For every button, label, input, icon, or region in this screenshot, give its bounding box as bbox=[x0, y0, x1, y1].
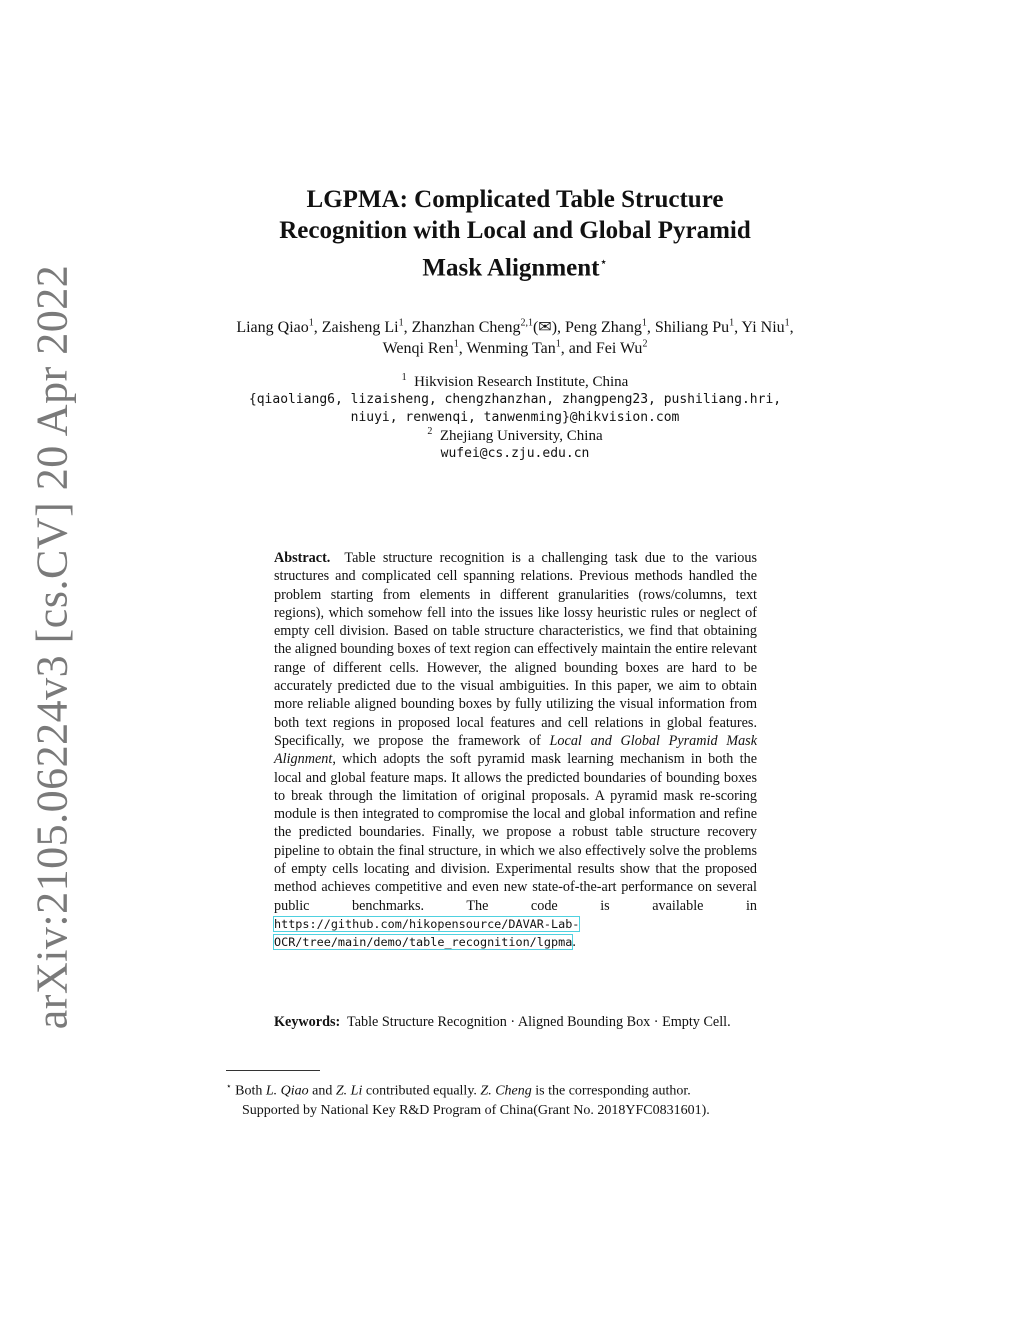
keywords-label: Keywords: bbox=[274, 1014, 341, 1030]
footnote-line-2: Supported by National Key R&D Program of China(Grant No. 2018YFC0831601). bbox=[242, 1102, 710, 1118]
corresponding-mail-icon: (✉) bbox=[532, 319, 558, 336]
footnote-text: contributed equally. bbox=[365, 1083, 477, 1099]
author-affiliation-sup: 2,1 bbox=[520, 317, 533, 329]
affiliation-number: 1 bbox=[401, 372, 407, 383]
title-footnote-marker: ⋆ bbox=[599, 254, 608, 269]
footnote-text: and bbox=[312, 1083, 333, 1099]
footnote-author: Z. Cheng bbox=[480, 1083, 532, 1099]
author-affiliation-sup: 1 bbox=[555, 338, 561, 350]
footnote-author: L. Qiao bbox=[265, 1083, 309, 1099]
author-line-1: Liang Qiao$^1$, Zaisheng Li$^1$, Zhanzhan Cheng$^{2,1}$(✉), Peng Zhang$^1$, Shiliang Pu$^1$, Yi Niu$^1$, Wenqi Ren$^1$, Wenming Tan$^1$, and Fei Wu$^2$ bbox=[236, 317, 794, 357]
author-affiliation-sup: 1 bbox=[784, 317, 790, 329]
affiliation-1-name: Hikvision Research Institute, China bbox=[414, 374, 629, 390]
affiliation-1-emails-line-1: {qiaoliang6, lizaisheng, chengzhanzhan, zhangpeng23, pushiliang.hri, bbox=[248, 392, 782, 407]
author-name: Fei Wu bbox=[595, 340, 643, 357]
keywords bbox=[274, 1013, 774, 1031]
affiliation-1-emails-line-2: niuyi, renwenqi, tanwenming}@hikvision.com bbox=[350, 410, 680, 425]
footnote-text: Both bbox=[235, 1083, 263, 1099]
affiliation-2 bbox=[230, 427, 800, 445]
abstract-text-2: , which adopts the soft pyramid mask learning mechanism in both the local and global feature maps. It allows the predicted boundaries of bounding boxes to break through the limitation of original proposals. A pyramid mask re-scoring module is then integrated to compromise the local and global information and refine the predicted boundaries. Finally, we propose a robust table structure recovery pipeline to obtain the final structure, in which we also effectively solve the problems of empty cells locating and division. Experimental results show that the proposed method achieves competitive and even new state-of-the-art performance on several public benchmarks. The code is available in bbox=[274, 751, 757, 914]
author-name: Shiliang Pu bbox=[654, 319, 730, 336]
affiliation-2-email: wufei@cs.zju.edu.cn bbox=[440, 446, 590, 461]
title-line-3-text: Mask Alignment bbox=[422, 254, 600, 282]
title-line-3 bbox=[230, 246, 800, 283]
footnote-line-1 bbox=[226, 1077, 816, 1101]
abstract-framework-name: Local and Global Pyramid Mask Alignment bbox=[274, 732, 757, 768]
affiliations bbox=[230, 373, 800, 463]
author-name: Wenming Tan bbox=[466, 340, 556, 357]
author-affiliation-sup: 2 bbox=[642, 338, 648, 350]
author-affiliation-sup: 1 bbox=[398, 317, 404, 329]
abstract bbox=[274, 549, 757, 952]
author-name: Liang Qiao bbox=[236, 319, 309, 336]
abstract-end: . bbox=[572, 934, 576, 951]
footnote-divider bbox=[226, 1070, 320, 1071]
author-list bbox=[230, 317, 800, 359]
author-affiliation-sup: 1 bbox=[308, 317, 314, 329]
author-name: Peng Zhang bbox=[565, 319, 642, 336]
arxiv-identifier: arXiv:2105.06224v3 [cs.CV] 20 Apr 2022 bbox=[27, 264, 77, 1030]
author-name: Zaisheng Li bbox=[321, 319, 399, 336]
author-affiliation-sup: 1 bbox=[729, 317, 735, 329]
author-name: Yi Niu bbox=[741, 319, 785, 336]
title-line-1: LGPMA: Complicated Table Structure bbox=[306, 186, 724, 213]
author-name: Zhanzhan Cheng bbox=[411, 319, 521, 336]
author-affiliation-sup: 1 bbox=[641, 317, 647, 329]
keywords-text: Table Structure Recognition · Aligned Bounding Box · Empty Cell. bbox=[347, 1014, 731, 1030]
paper-title bbox=[230, 184, 800, 283]
footnote-author: Z. Li bbox=[335, 1083, 363, 1099]
footnote bbox=[226, 1077, 816, 1120]
title-line-2: Recognition with Local and Global Pyramid bbox=[279, 217, 751, 244]
footnote-text: is the corresponding author. bbox=[535, 1083, 691, 1099]
code-repository-link[interactable]: https://github.com/hikopensource/DAVAR-Lab-OCR/tree/main/demo/table_recognition/lgpma bbox=[274, 916, 580, 950]
affiliation-1 bbox=[230, 373, 800, 391]
author-affiliation-sup: 1 bbox=[453, 338, 459, 350]
affiliation-2-name: Zhejiang University, China bbox=[439, 428, 603, 444]
author-name: Wenqi Ren bbox=[382, 340, 454, 357]
abstract-text-1: Table structure recognition is a challenging task due to the various structures and complicated cell spanning relations. Previous methods handled the problem starting from elements in different granularities (rows/columns, text regions), which somehow fell into the issues like lossy heuristic rules or neglect of empty cell division. Based on table structure characteristics, we find that obtaining the aligned bounding boxes of text region can effectively maintain the entire relevant range of different cells. However, the aligned bounding boxes are hard to be accurately predicted due to the visual ambiguities. In this paper, we aim to obtain more reliable aligned bounding boxes by fully utilizing the visual information from both text regions in proposed local features and cell relations in global features. Specifically, we propose the framework of bbox=[274, 550, 757, 749]
affiliation-number: 2 bbox=[427, 426, 433, 437]
abstract-label: Abstract. bbox=[274, 550, 331, 566]
footnote-marker: ⋆ bbox=[226, 1081, 232, 1091]
